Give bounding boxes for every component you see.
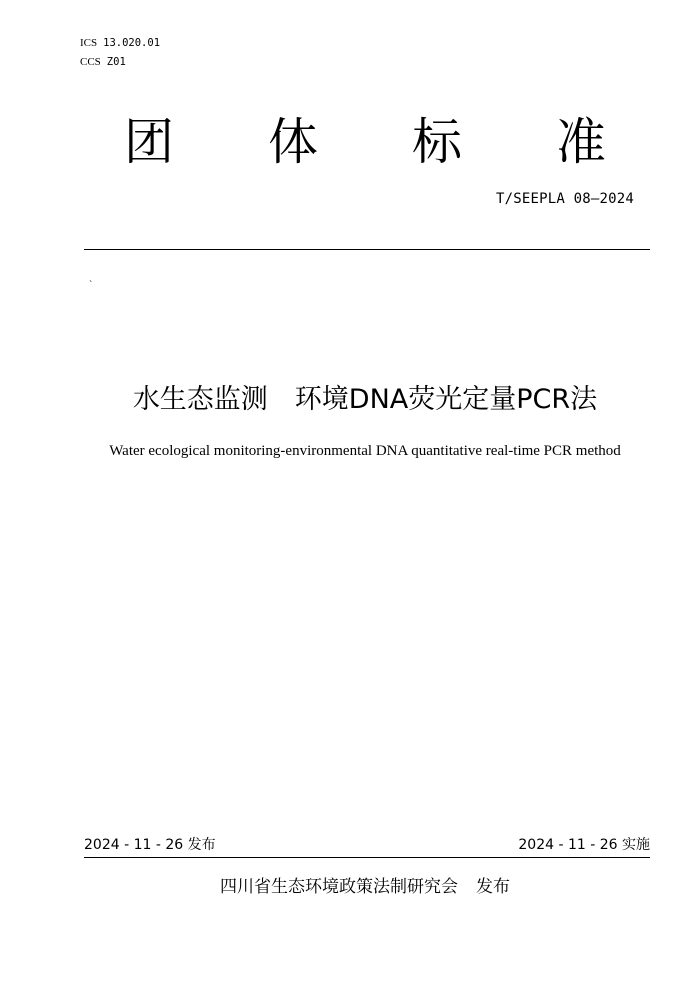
ccs-row (80, 53, 160, 72)
classification-codes (80, 34, 160, 72)
document-type-title (80, 110, 650, 174)
bottom-divider (84, 857, 650, 858)
release-date: 2024 - 11 - 26 发布 (84, 837, 216, 853)
top-divider (84, 249, 650, 250)
title-char-4: 准 (556, 113, 606, 171)
title-char-1: 团 (124, 113, 174, 171)
title-char-2: 体 (268, 113, 318, 171)
ics-row (80, 34, 160, 53)
stray-mark: ` (89, 280, 93, 291)
title-char-3: 标 (412, 113, 462, 171)
publisher-name: 四川省生态环境政策法制研究会 (220, 877, 458, 897)
publisher-line (80, 875, 650, 899)
ccs-label: CCS (80, 56, 101, 68)
ccs-value: Z01 (106, 56, 126, 68)
ics-label: ICS (80, 37, 98, 49)
ics-value: 13.020.01 (103, 37, 161, 49)
implementation-date: 2024 - 11 - 26 实施 (518, 837, 650, 853)
publish-action: 发布 (476, 877, 510, 897)
english-title: Water ecological monitoring-environmental DNA quantitative real-time PCR method (109, 443, 621, 459)
chinese-title: 水生态监测 环境DNA荧光定量PCR法 (132, 384, 598, 415)
standard-number: T/SEEPLA 08—2024 (495, 191, 634, 207)
